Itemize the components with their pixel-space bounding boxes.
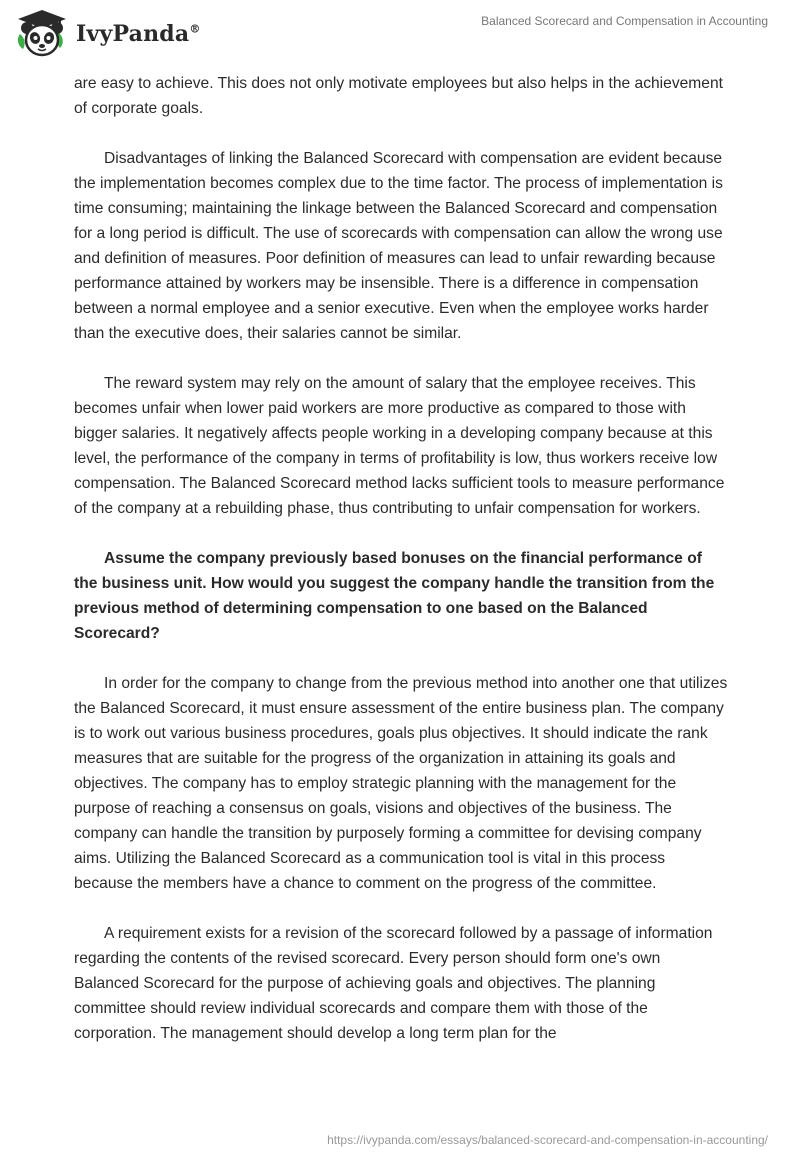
ivypanda-logo[interactable] (14, 6, 204, 62)
paragraph: A requirement exists for a revision of the scorecard followed by a passage of information regarding the contents of the revised scorecard. Every person should form one's own Balanced Scorecard for the purpose of achieving goals and objectives. The planning committee should review individual scorecards and compare them with those of the corporation. The management should develop a long term plan for the (74, 925, 713, 1042)
source-url[interactable]: https://ivypanda.com/essays/balanced-scorecard-and-compensation-in-accounting/ (327, 1133, 768, 1147)
paragraph: The reward system may rely on the amount of salary that the employee receives. This becomes unfair when lower paid workers are more productive as compared to those with bigger salaries. It negatively affects people working in a developing company because at this level, the performance of the company in terms of profitability is low, thus workers receive low compensation. The Balanced Scorecard method lacks sufficient tools to measure performance of the company at a rebuilding phase, thus contributing to unfair compensation for workers. (74, 375, 725, 517)
question-heading: Assume the company previously based bonuses on the financial performance of the business unit. How would you suggest the company handle the transition from the previous method of determining compensation to one based on the Balanced Scorecard? (74, 550, 715, 642)
registered-mark: ® (189, 22, 201, 36)
brand-name (76, 21, 201, 47)
brand-text: IvyPanda (76, 21, 190, 47)
paragraph: Disadvantages of linking the Balanced Scorecard with compensation are evident because the implementation becomes complex due to the time factor. The process of implementation is time consuming; maintaining the linkage between the Balanced Scorecard and compensation for a long period is difficult. The use of scorecards with compensation can allow the wrong use and definition of measures. Poor definition of measures can lead to unfair rewarding because performance attained by workers may be insensible. There is a difference in compensation between a normal employee and a senior executive. Even when the employee works harder than the executive does, their salaries cannot be similar. (74, 150, 723, 342)
paragraph: are easy to achieve. This does not only motivate employees but also helps in the achievement of corporate goals. (74, 75, 723, 117)
paragraph: In order for the company to change from the previous method into another one that utilizes the Balanced Scorecard, it must ensure assessment of the entire business plan. The company is to work out various business procedures, goals plus objectives. It should indicate the rank measures that are suitable for the progress of the organization in attaining its goals and objectives. The company has to employ strategic planning with the management for the purpose of reaching a consensus on goals, visions and objectives of the business. The company can handle the transition by purposely forming a committee for devising company aims. Utilizing the Balanced Scorecard as a communication tool is vital in this process because the members have a chance to comment on the progress of the committee. (74, 675, 728, 892)
panda-logo-icon (14, 8, 70, 60)
essay-body (74, 71, 728, 1071)
page-header (0, 0, 800, 70)
document-title: Balanced Scorecard and Compensation in Accounting (481, 14, 768, 28)
